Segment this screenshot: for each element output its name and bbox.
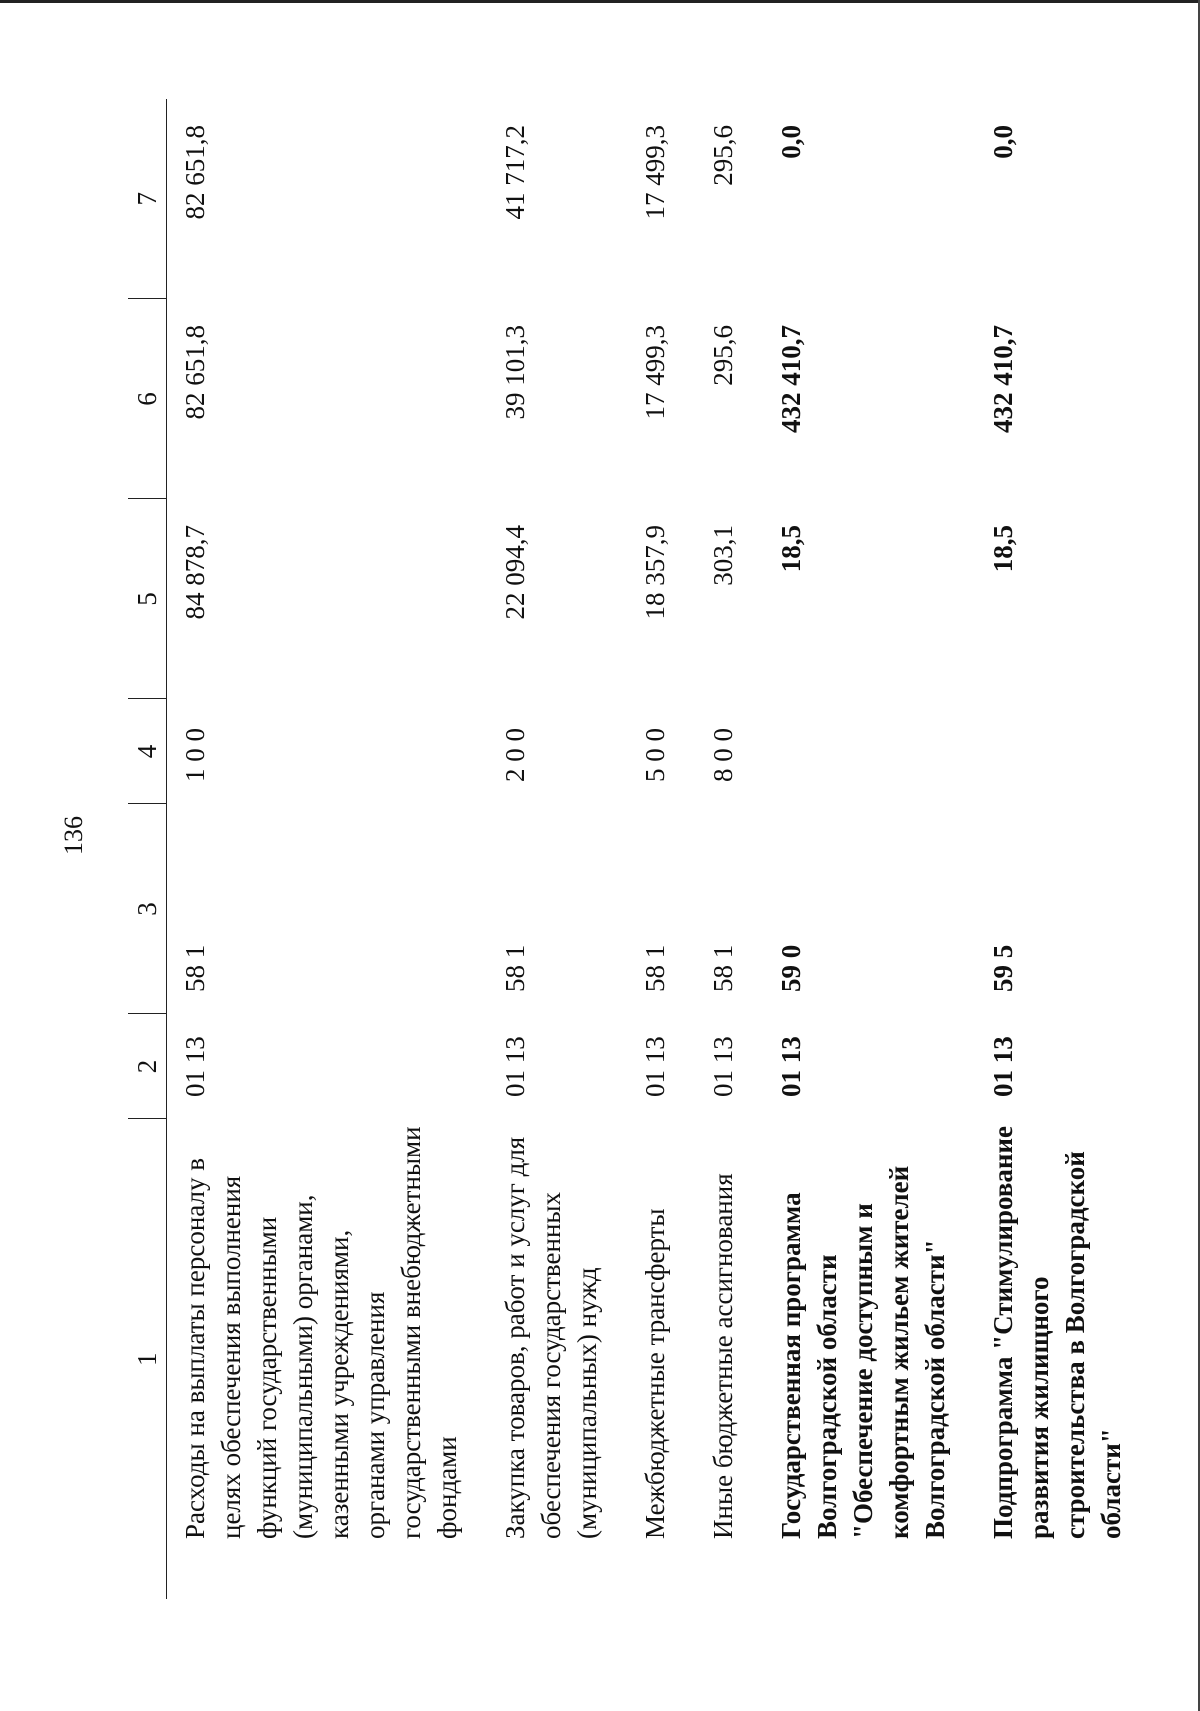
table-row — [627, 99, 695, 1599]
table-row — [167, 99, 488, 1599]
amount-col7: 295,6 — [708, 125, 738, 186]
column-header: 2 — [128, 1014, 167, 1119]
target-article-code: 58 1 — [640, 944, 670, 992]
expense-type-code — [975, 699, 1151, 804]
section-code: 01 13 — [708, 1036, 738, 1097]
amount-col7: 0,0 — [988, 125, 1018, 159]
expense-type-code: 8 0 0 — [708, 728, 738, 782]
expense-type-code: 5 0 0 — [640, 728, 670, 782]
item-name: Иные бюджетные ассигнования — [708, 1173, 738, 1539]
budget-table — [128, 99, 1151, 1599]
column-header: 5 — [128, 499, 167, 699]
amount-col6: 432 410,7 — [776, 325, 806, 433]
expense-type-code: 1 0 0 — [180, 728, 210, 782]
amount-col5: 22 094,4 — [500, 525, 530, 620]
amount-col5: 18,5 — [988, 525, 1018, 573]
amount-col6: 39 101,3 — [500, 325, 530, 420]
section-code: 01 13 — [988, 1036, 1018, 1097]
amount-col5: 84 878,7 — [180, 525, 210, 620]
column-header: 6 — [128, 299, 167, 499]
amount-col5: 18,5 — [776, 525, 806, 573]
target-article-code: 58 1 — [708, 944, 738, 992]
amount-col6: 82 651,8 — [180, 325, 210, 420]
column-header: 7 — [128, 99, 167, 299]
table-row — [975, 99, 1151, 1599]
item-name: Государственная программа Волгоградской области "Обеспечение доступным и комфортным жильем жителей Волгоградской области" — [776, 1165, 950, 1539]
item-name: Подпрограмма "Стимулирование развития жилищного строительства в Волгоградской области" — [988, 1126, 1126, 1539]
header-row — [128, 99, 167, 1599]
amount-col5: 18 357,9 — [640, 525, 670, 620]
expense-type-code — [763, 699, 975, 804]
expense-type-code: 2 0 0 — [500, 728, 530, 782]
amount-col6: 17 499,3 — [640, 325, 670, 420]
amount-col7: 41 717,2 — [500, 125, 530, 220]
target-article-code: 58 1 — [500, 944, 530, 992]
column-header: 4 — [128, 699, 167, 804]
section-code: 01 13 — [500, 1036, 530, 1097]
section-code: 01 13 — [180, 1036, 210, 1097]
item-name: Закупка товаров, работ и услуг для обеспечения государственных (муниципальных) нужд — [500, 1136, 602, 1539]
table-row — [487, 99, 627, 1599]
table-row — [695, 99, 763, 1599]
section-code: 01 13 — [640, 1036, 670, 1097]
amount-col6: 295,6 — [708, 325, 738, 386]
item-name: Межбюджетные трансферты — [640, 1208, 670, 1539]
item-name: Расходы на выплаты персоналу в целях обеспечения выполнения функций государственными (муниципальными) органами, казенными учреждениями, органами управления государственными внебюджетными фондами — [180, 1126, 462, 1539]
amount-col6: 432 410,7 — [988, 325, 1018, 433]
table-row — [763, 99, 975, 1599]
amount-col7: 0,0 — [776, 125, 806, 159]
section-code: 01 13 — [776, 1036, 806, 1097]
target-article-code: 59 0 — [776, 944, 806, 992]
target-article-code: 58 1 — [180, 944, 210, 992]
target-article-code: 59 5 — [988, 944, 1018, 992]
column-header: 3 — [128, 804, 167, 1014]
amount-col5: 303,1 — [708, 525, 738, 586]
column-header: 1 — [128, 1119, 167, 1599]
amount-col7: 17 499,3 — [640, 125, 670, 220]
amount-col7: 82 651,8 — [180, 125, 210, 220]
page-number: 136 — [59, 816, 88, 855]
